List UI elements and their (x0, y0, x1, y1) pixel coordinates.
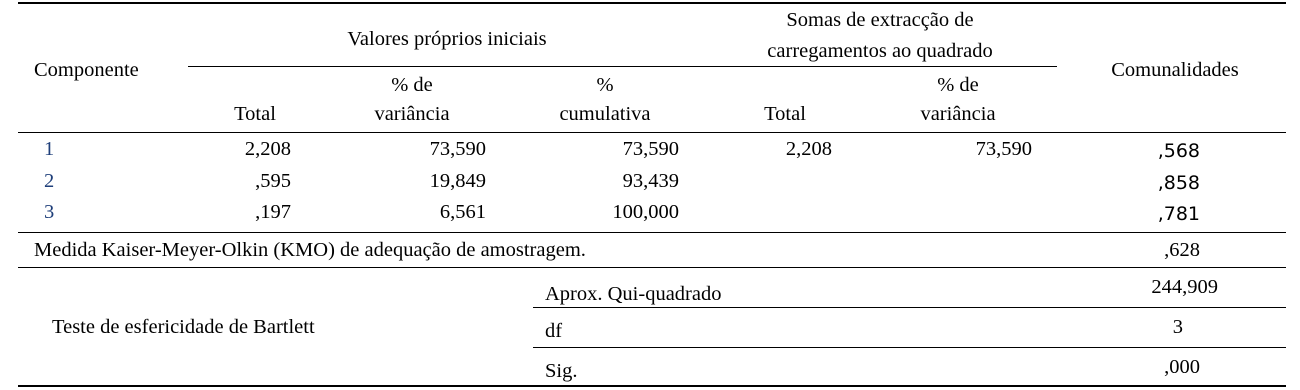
table-bottom-rule (18, 385, 1286, 387)
row2-comunalidade: ,858 (1157, 172, 1200, 194)
row1-comunalidade: ,568 (1157, 140, 1200, 162)
bartlett-label: Teste de esfericidade de Bartlett (52, 316, 315, 338)
bartlett-df-label: df (545, 320, 563, 342)
row2-pct-cum: 93,439 (622, 170, 679, 192)
bartlett-chisq-label: Aprox. Qui-quadrado (545, 283, 722, 305)
kmo-top-rule (18, 232, 1286, 233)
kmo-label: Medida Kaiser-Meyer-Olkin (KMO) de adequação de amostragem. (34, 239, 586, 261)
valores-group-rule (188, 66, 711, 67)
row2-total: ,595 (255, 170, 291, 192)
header-ext-total: Total (764, 103, 806, 125)
row1-ext-total: 2,208 (785, 138, 832, 160)
row3-componente: 3 (44, 201, 55, 223)
bartlett-row2-rule (533, 307, 1286, 308)
header-somas-group-line1: Somas de extracção de (786, 9, 974, 31)
bartlett-row3-rule (533, 347, 1286, 348)
bartlett-sig-value: ,000 (1164, 356, 1200, 378)
header-pct-cum-line2: cumulativa (559, 103, 651, 125)
row3-pct-cum: 100,000 (612, 201, 679, 223)
header-componente: Componente (34, 59, 139, 81)
bartlett-chisq-value: 244,909 (1151, 276, 1218, 298)
header-ext-pct-var-line2: variância (920, 103, 996, 125)
table-top-rule (18, 2, 1286, 4)
bartlett-sig-label: Sig. (545, 360, 578, 382)
header-ext-pct-var-line1: % de (937, 74, 979, 96)
row1-total: 2,208 (244, 138, 291, 160)
row3-total: ,197 (255, 201, 291, 223)
row1-componente: 1 (44, 138, 55, 160)
row2-pct-var: 19,849 (429, 170, 486, 192)
header-pct-var-line1: % de (391, 74, 433, 96)
row1-ext-pct-var: 73,590 (975, 138, 1032, 160)
row1-pct-var: 73,590 (429, 138, 486, 160)
row2-componente: 2 (44, 170, 55, 192)
row1-pct-cum: 73,590 (622, 138, 679, 160)
header-bottom-rule (18, 132, 1286, 133)
header-valores-group: Valores próprios iniciais (347, 28, 547, 50)
row3-comunalidade: ,781 (1157, 203, 1200, 225)
bartlett-top-rule (18, 267, 1286, 268)
somas-group-rule (711, 66, 1057, 67)
header-somas-group-line2: carregamentos ao quadrado (767, 40, 993, 62)
header-pct-cum-line1: % (596, 74, 614, 96)
header-pct-var-line2: variância (374, 103, 450, 125)
bartlett-df-value: 3 (1172, 316, 1183, 338)
kmo-value: ,628 (1164, 239, 1200, 261)
header-comunalidades: Comunalidades (1111, 59, 1239, 81)
header-total: Total (234, 103, 276, 125)
row3-pct-var: 6,561 (439, 201, 486, 223)
